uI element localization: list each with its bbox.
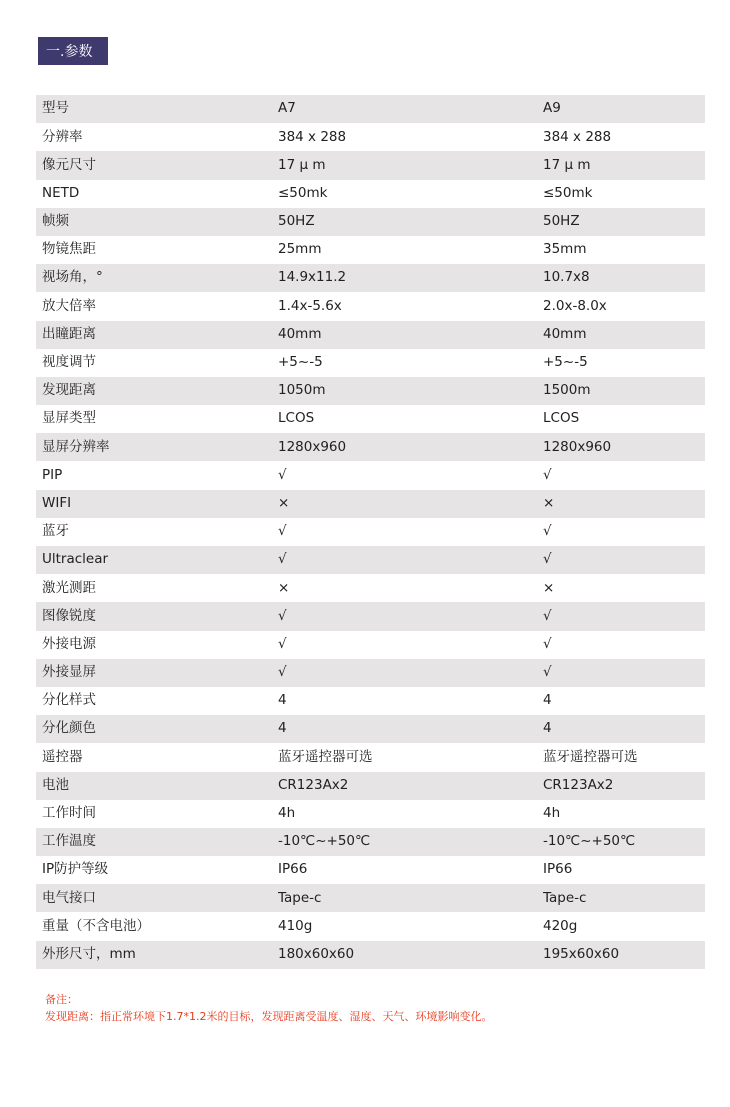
spec-table-body: [36, 95, 705, 969]
cell-a9: ×: [543, 574, 705, 602]
row-label: 重量（不含电池）: [36, 912, 278, 940]
cell-a7: √: [278, 518, 543, 546]
cell-a9: 2.0x-8.0x: [543, 292, 705, 320]
row-label: 电气接口: [36, 884, 278, 912]
row-label: 物镜焦距: [36, 236, 278, 264]
cell-a7: 1.4x-5.6x: [278, 292, 543, 320]
row-label: IP防护等级: [36, 856, 278, 884]
cell-a7: 180x60x60: [278, 941, 543, 969]
cell-a9: 50HZ: [543, 208, 705, 236]
cell-a9: 35mm: [543, 236, 705, 264]
table-row: [36, 772, 705, 800]
table-row: [36, 349, 705, 377]
table-row: [36, 715, 705, 743]
table-row: [36, 518, 705, 546]
row-label: PIP: [36, 461, 278, 489]
cell-a9: 蓝牙遥控器可选: [543, 743, 705, 771]
row-label: 蓝牙: [36, 518, 278, 546]
cell-a9: -10℃~+50℃: [543, 828, 705, 856]
notes-heading: 备注：: [45, 993, 78, 1006]
row-label: 像元尺寸: [36, 151, 278, 179]
row-label: 激光测距: [36, 574, 278, 602]
cell-a7: Tape-c: [278, 884, 543, 912]
cell-a9: 4: [543, 687, 705, 715]
table-row: [36, 321, 705, 349]
table-row: [36, 405, 705, 433]
table-row: [36, 180, 705, 208]
cell-a9: 384 x 288: [543, 123, 705, 151]
cell-a9: √: [543, 659, 705, 687]
row-label: 外形尺寸，mm: [36, 941, 278, 969]
table-row: [36, 208, 705, 236]
cell-a7: 410g: [278, 912, 543, 940]
row-label: 电池: [36, 772, 278, 800]
cell-a9: √: [543, 546, 705, 574]
row-label: 帧频: [36, 208, 278, 236]
table-row: [36, 377, 705, 405]
table-row: [36, 292, 705, 320]
row-label: 图像锐度: [36, 602, 278, 630]
section-title: 一.参数: [38, 37, 108, 65]
cell-a7: 1050m: [278, 377, 543, 405]
table-row: [36, 574, 705, 602]
row-label: 显屏分辨率: [36, 433, 278, 461]
row-label: 放大倍率: [36, 292, 278, 320]
cell-a7: 4: [278, 687, 543, 715]
cell-a7: √: [278, 602, 543, 630]
cell-a7: ≤50mk: [278, 180, 543, 208]
cell-a7: √: [278, 659, 543, 687]
cell-a9: ≤50mk: [543, 180, 705, 208]
cell-a7: √: [278, 631, 543, 659]
row-label: NETD: [36, 180, 278, 208]
cell-a9: 40mm: [543, 321, 705, 349]
table-row: [36, 941, 705, 969]
notes: [45, 991, 493, 1025]
cell-a7: 40mm: [278, 321, 543, 349]
table-row: [36, 490, 705, 518]
cell-a7: 蓝牙遥控器可选: [278, 743, 543, 771]
cell-a7: LCOS: [278, 405, 543, 433]
cell-a9: CR123Ax2: [543, 772, 705, 800]
table-row: [36, 631, 705, 659]
cell-a9: 4: [543, 715, 705, 743]
row-label: 外接电源: [36, 631, 278, 659]
cell-a7: √: [278, 546, 543, 574]
cell-a7: 50HZ: [278, 208, 543, 236]
cell-a9: √: [543, 631, 705, 659]
table-row: [36, 659, 705, 687]
table-row: [36, 828, 705, 856]
row-label: WIFI: [36, 490, 278, 518]
table-header-row: [36, 95, 705, 123]
cell-a7: CR123Ax2: [278, 772, 543, 800]
table-row: [36, 800, 705, 828]
table-row: [36, 687, 705, 715]
cell-a9: √: [543, 518, 705, 546]
header-model: 型号: [36, 95, 278, 123]
cell-a9: √: [543, 602, 705, 630]
table-row: [36, 602, 705, 630]
cell-a7: 17 μ m: [278, 151, 543, 179]
row-label: 分辨率: [36, 123, 278, 151]
table-row: [36, 264, 705, 292]
cell-a9: Tape-c: [543, 884, 705, 912]
row-label: 视度调节: [36, 349, 278, 377]
cell-a7: +5~-5: [278, 349, 543, 377]
table-row: [36, 856, 705, 884]
table-row: [36, 433, 705, 461]
notes-text: 发现距离：指正常环境下1.7*1.2米的目标，发现距离受温度、湿度、天气、环境影响变化。: [45, 1010, 493, 1023]
header-a9: A9: [543, 95, 705, 123]
row-label: 发现距离: [36, 377, 278, 405]
row-label: 工作时间: [36, 800, 278, 828]
cell-a7: IP66: [278, 856, 543, 884]
cell-a9: ×: [543, 490, 705, 518]
table-row: [36, 884, 705, 912]
cell-a9: +5~-5: [543, 349, 705, 377]
cell-a7: 384 x 288: [278, 123, 543, 151]
table-row: [36, 236, 705, 264]
cell-a9: 195x60x60: [543, 941, 705, 969]
cell-a7: 14.9x11.2: [278, 264, 543, 292]
table-row: [36, 123, 705, 151]
cell-a9: 420g: [543, 912, 705, 940]
cell-a7: ×: [278, 574, 543, 602]
row-label: 外接显屏: [36, 659, 278, 687]
cell-a9: √: [543, 461, 705, 489]
row-label: Ultraclear: [36, 546, 278, 574]
cell-a9: IP66: [543, 856, 705, 884]
row-label: 工作温度: [36, 828, 278, 856]
cell-a7: 25mm: [278, 236, 543, 264]
table-row: [36, 743, 705, 771]
table-row: [36, 151, 705, 179]
cell-a7: 4: [278, 715, 543, 743]
cell-a9: 10.7x8: [543, 264, 705, 292]
cell-a7: -10℃~+50℃: [278, 828, 543, 856]
cell-a9: 17 μ m: [543, 151, 705, 179]
spec-table: [36, 95, 705, 969]
row-label: 遥控器: [36, 743, 278, 771]
table-row: [36, 912, 705, 940]
row-label: 出瞳距离: [36, 321, 278, 349]
cell-a9: 4h: [543, 800, 705, 828]
cell-a7: ×: [278, 490, 543, 518]
table-row: [36, 461, 705, 489]
cell-a7: 1280x960: [278, 433, 543, 461]
cell-a7: √: [278, 461, 543, 489]
cell-a9: 1280x960: [543, 433, 705, 461]
row-label: 分化颜色: [36, 715, 278, 743]
table-row: [36, 546, 705, 574]
row-label: 分化样式: [36, 687, 278, 715]
cell-a7: 4h: [278, 800, 543, 828]
cell-a9: 1500m: [543, 377, 705, 405]
header-a7: A7: [278, 95, 543, 123]
row-label: 视场角，°: [36, 264, 278, 292]
cell-a9: LCOS: [543, 405, 705, 433]
row-label: 显屏类型: [36, 405, 278, 433]
